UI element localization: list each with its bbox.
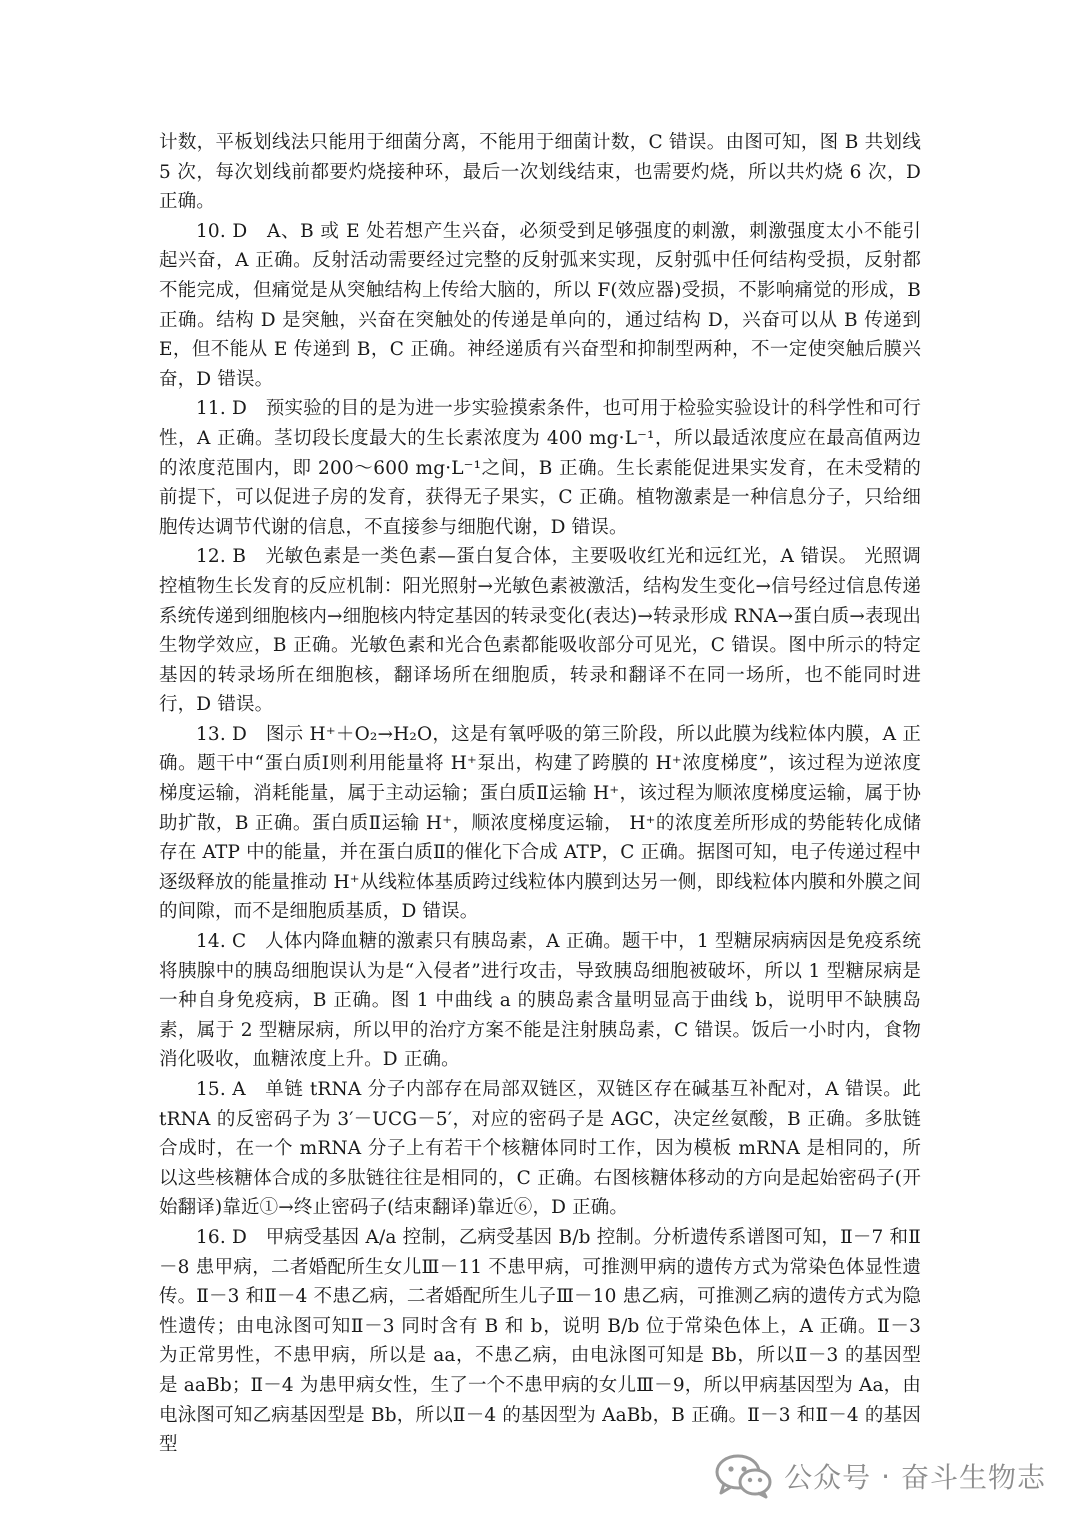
answer-paragraph-14: 14. C 人体内降血糖的激素只有胰岛素，A 正确。题干中，1 型糖尿病病因是免疫系统将胰腺中的胰岛细胞误认为是“入侵者”进行攻击，导致胰岛细胞被破坏，所以 1 型糖尿病是一种自身免疫病，B 正确。图 1 中曲线 a 的胰岛素含量明显高于曲线 b，说明甲不缺胰岛素，属于 2 型糖尿病，所以甲的治疗方案不能是注射胰岛素，C 错误。饭后一小时内，食物消化吸收，血糖浓度上升。D 正确。 [159,931,921,1071]
wechat-icon [714,1453,774,1499]
answer-paragraph-10: 10. D A、B 或 E 处若想产生兴奋，必须受到足够强度的刺激，刺激强度太小不能引起兴奋，A 正确。反射活动需要经过完整的反射弧来实现，反射弧中任何结构受损，反射都不能完成，但痛觉是从突触结构上传给大脑的，所以 F(效应器)受损，不影响痛觉的形成，B 正确。结构 D 是突触，兴奋在突触处的传递是单向的，通过结构 D，兴奋可以从 B 传递到 E，但不能从 E 传递到 B，C 正确。神经递质有兴奋型和抑制型两种，不一定使突触后膜兴奋，D 错误。 [159,220,921,390]
watermark-account: 奋斗生物志 [900,1461,1046,1494]
watermark-label: 公众号 [784,1461,872,1494]
answer-paragraph-continuation: 计数，平板划线法只能用于细菌分离，不能用于细菌计数，C 错误。由图可知，图 B 共划线 5 次，每次划线前都要灼烧接种环，最后一次划线结束，也需要灼烧，所以共灼烧 6 次，D 正确。 [159,132,921,213]
answer-paragraph-12: 12. B 光敏色素是一类色素—蛋白复合体，主要吸收红光和远红光，A 错误。 光照调控植物生长发育的反应机制：阳光照射→光敏色素被激活，结构发生变化→信号经过信息传递系统传递到细胞核内→细胞核内特定基因的转录变化(表达)→转录形成 RNA→蛋白质→表现出生物学效应，B 正确。光敏色素和光合色素都能吸收部分可见光，C 错误。图中所示的特定基因的转录场所在细胞核，翻译场所在细胞质，转录和翻译不在同一场所，也不能同时进行，D 错误。 [159,546,921,716]
answer-paragraph-16: 16. D 甲病受基因 A/a 控制，乙病受基因 B/b 控制。分析遗传系谱图可知，Ⅱ－7 和Ⅱ－8 患甲病，二者婚配所生女儿Ⅲ－11 不患甲病，可推测甲病的遗传方式为常染色体显性遗传。Ⅱ－3 和Ⅱ－4 不患乙病，二者婚配所生儿子Ⅲ－10 患乙病，可推测乙病的遗传方式为隐性遗传；由电泳图可知Ⅱ－3 同时含有 B 和 b，说明 B/b 位于常染色体上，A 正确。Ⅱ－3 为正常男性，不患甲病，所以是 aa，不患乙病，由电泳图可知是 Bb，所以Ⅱ－3 的基因型是 aaBb；Ⅱ－4 为患甲病女性，生了一个不患甲病的女儿Ⅲ－9，所以甲病基因型为 Aa，由电泳图可知乙病基因型是 Bb，所以Ⅱ－4 的基因型为 AaBb，B 正确。Ⅱ－3 和Ⅱ－4 的基因型 [159,1226,921,1456]
answer-page [159,128,921,1460]
answer-paragraph-13: 13. D 图示 H⁺＋O₂→H₂O，这是有氧呼吸的第三阶段，所以此膜为线粒体内膜，A 正确。题干中“蛋白质Ⅰ则利用能量将 H⁺泵出，构建了跨膜的 H⁺浓度梯度”，该过程为逆浓度梯度运输，消耗能量，属于主动运输；蛋白质Ⅱ运输 H⁺，该过程为顺浓度梯度运输，属于协助扩散，B 正确。蛋白质Ⅱ运输 H⁺，顺浓度梯度运输， H⁺的浓度差所形成的势能转化成储存在 ATP 中的能量，并在蛋白质Ⅱ的催化下合成 ATP，C 正确。据图可知，电子传递过程中逐级释放的能量推动 H⁺从线粒体基质跨过线粒体内膜到达另一侧，即线粒体内膜和外膜之间的间隙，而不是细胞质基质，D 错误。 [159,723,921,923]
answer-paragraph-15: 15. A 单链 tRNA 分子内部存在局部双链区，双链区存在碱基互补配对，A 错误。此 tRNA 的反密码子为 3′－UCG－5′，对应的密码子是 AGC，决定丝氨酸，B 正确。多肽链合成时，在一个 mRNA 分子上有若干个核糖体同时工作，因为模板 mRNA 是相同的，所以这些核糖体合成的多肽链往往是相同的，C 正确。右图核糖体移动的方向是起始密码子(开始翻译)靠近①→终止密码子(结束翻译)靠近⑥，D 正确。 [159,1079,921,1219]
watermark [714,1448,1046,1504]
watermark-separator: · [881,1459,891,1493]
answer-paragraph-11: 11. D 预实验的目的是为进一步实验摸索条件，也可用于检验实验设计的科学性和可行性，A 正确。茎切段长度最大的生长素浓度为 400 mg·L⁻¹，所以最适浓度应在最高值两边的浓度范围内，即 200～600 mg·L⁻¹之间，B 正确。生长素能促进果实发育，在未受精的前提下，可以促进子房的发育，获得无子果实，C 正确。植物激素是一种信息分子，只给细胞传达调节代谢的信息，不直接参与细胞代谢，D 错误。 [159,398,921,538]
